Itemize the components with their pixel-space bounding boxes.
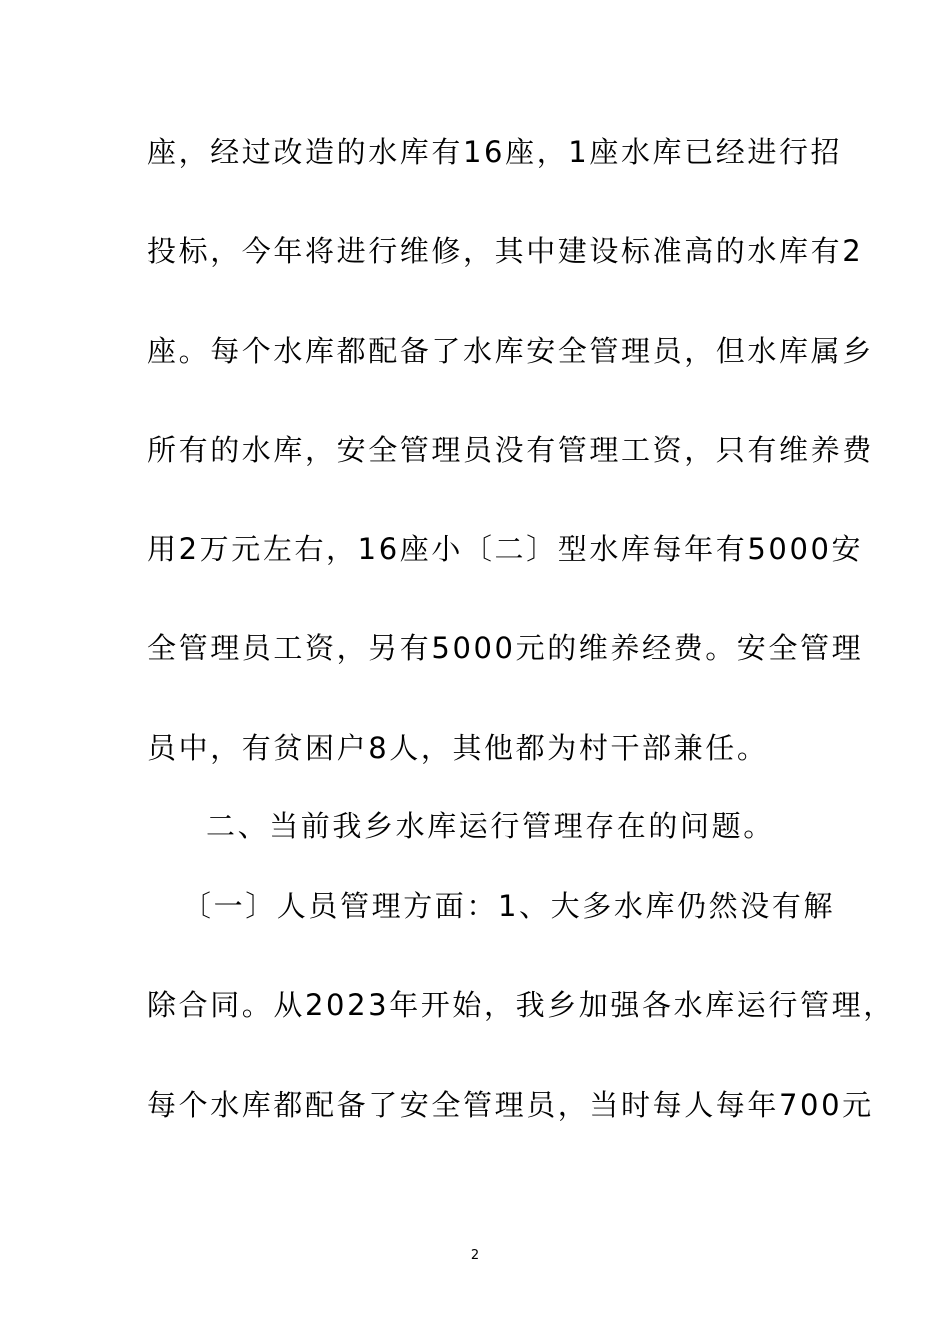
subsection-line-3: 每个水库都配备了安全管理员，当时每人每年700元: [147, 1088, 874, 1122]
paragraph-line-2: 投标，今年将进行维修，其中建设标准高的水库有2: [147, 234, 864, 268]
paragraph-line-1: 座，经过改造的水库有16座，1座水库已经进行招: [147, 135, 843, 169]
paragraph-line-6: 全管理员工资，另有5000元的维养经费。安全管理: [147, 631, 864, 665]
subsection-line-2: 除合同。从2023年开始，我乡加强各水库运行管理，: [147, 988, 895, 1022]
paragraph-line-5: 用2万元左右，16座小〔二〕型水库每年有5000安: [147, 532, 864, 566]
subsection-line-1: 〔一〕人员管理方面：1、大多水库仍然没有解: [182, 889, 836, 923]
page-number: 2: [470, 1248, 480, 1263]
paragraph-line-7: 员中，有贫困户8人，其他都为村干部兼任。: [147, 731, 769, 765]
section-heading: 二、当前我乡水库运行管理存在的问题。: [206, 809, 775, 843]
paragraph-line-4: 所有的水库，安全管理员没有管理工资，只有维养费: [147, 433, 874, 467]
paragraph-line-3: 座。每个水库都配备了水库安全管理员，但水库属乡: [147, 334, 874, 368]
